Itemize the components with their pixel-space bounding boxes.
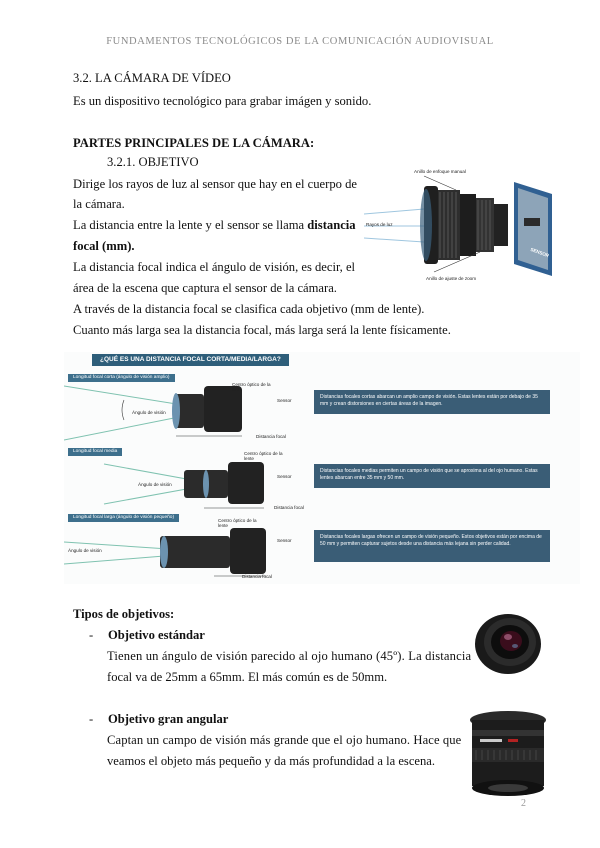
row-long-sensor-label: Sensor bbox=[277, 538, 292, 543]
parts-heading: PARTES PRINCIPALES DE LA CÁMARA: bbox=[73, 136, 315, 150]
row-short-sensor-label: Sensor bbox=[277, 398, 292, 403]
row-short-illustration bbox=[64, 382, 314, 442]
type2-title: Objetivo gran angular bbox=[108, 712, 229, 726]
label-zoom-ring: Anillo de ajuste de zoom bbox=[426, 276, 477, 281]
type2-line2: veamos el objeto más pequeño y da más profundidad a la escena. bbox=[107, 754, 436, 768]
row-medium-center-label: Centro óptico de la lente bbox=[244, 451, 283, 461]
type1-line2: focal va de 25mm a 65mm. El más común es de 50mm. bbox=[107, 670, 388, 684]
objetivo-subheading: 3.2.1. OBJETIVO bbox=[107, 155, 199, 169]
types-heading: Tipos de objetivos: bbox=[73, 607, 175, 621]
objetivo-p1-line1: Dirige los rayos de luz al sensor que hay en el cuerpo de bbox=[73, 177, 357, 191]
infographic-title: ¿QUÉ ES UNA DISTANCIA FOCAL CORTA/MEDIA/LARGA? bbox=[92, 354, 289, 366]
row-medium-label: Longitud focal media bbox=[68, 448, 122, 456]
row-medium-description: Distancias focales medias permiten un campo de visión que se aproxima al del ojo humano. Estas lentes abarcan entre 35 mm y 50 mm. bbox=[314, 464, 550, 488]
row-short-label: Longitud focal corta (ángulo de visión amplio) bbox=[68, 374, 175, 382]
row-medium-sensor-label: Sensor bbox=[277, 474, 292, 479]
row-short-angle-label: Ángulo de visión bbox=[132, 410, 166, 415]
wide-angle-lens-photo bbox=[466, 708, 550, 800]
section-intro: Es un dispositivo tecnológico para grabar imágen y sonido. bbox=[73, 94, 372, 108]
type2-bullet: - bbox=[89, 712, 94, 726]
objetivo-p2-line1 bbox=[73, 215, 356, 236]
row-long-description: Distancias focales largas ofrecen un campo de visión pequeño. Estos objetivos están por encima de 50 mm y permiten capturar sujetos desde una distancia más lejana sin perder calidad. bbox=[314, 530, 550, 562]
objetivo-p2-bold-a: distancia bbox=[307, 218, 356, 232]
label-focus-ring: Anillo de enfoque manual bbox=[414, 169, 466, 174]
objetivo-p5: Cuanto más larga sea la distancia focal, más larga será la lente físicamente. bbox=[73, 323, 451, 337]
type1-line1: Tienen un ángulo de visión parecido al ojo humano (45º). La distancia bbox=[107, 649, 472, 663]
focal-length-infographic bbox=[64, 352, 580, 584]
objetivo-p3-line2: área de la escena que captura el sensor de la cámara. bbox=[73, 281, 337, 295]
objetivo-p2-text: La distancia entre la lente y el sensor se llama bbox=[73, 218, 305, 232]
row-medium-illustration bbox=[64, 456, 314, 512]
objetivo-p4: A través de la distancia focal se clasifica cada objetivo (mm de lente). bbox=[73, 302, 425, 316]
standard-lens-photo bbox=[470, 610, 542, 674]
type2-line1: Captan un campo de visión más grande que el ojo humano. Hace que bbox=[107, 733, 462, 747]
label-light-rays: Rayos de luz bbox=[366, 222, 393, 227]
row-short-focal-label: Distancia focal bbox=[256, 434, 286, 439]
type1-title: Objetivo estándar bbox=[108, 628, 205, 642]
row-medium-focal-label: Distancia focal bbox=[274, 505, 304, 510]
lens-diagram bbox=[364, 164, 564, 284]
section-heading: 3.2. LA CÁMARA DE VÍDEO bbox=[73, 71, 231, 85]
row-long-focal-label: Distancia focal bbox=[242, 574, 272, 579]
row-medium-angle-label: Ángulo de visión bbox=[138, 482, 172, 487]
type1-bullet: - bbox=[89, 628, 94, 642]
row-long-angle-label: Ángulo de visión bbox=[68, 548, 102, 553]
label-sensor: SENSOR bbox=[529, 246, 550, 259]
row-short-center-label: Centro óptico de la lente bbox=[232, 382, 271, 392]
objetivo-p1-line2: la cámara. bbox=[73, 197, 125, 211]
page-number: 2 bbox=[521, 798, 526, 809]
objetivo-p3-line1: La distancia focal indica el ángulo de visión, es decir, el bbox=[73, 260, 356, 274]
row-long-center-label: Centro óptico de la lente bbox=[218, 518, 257, 528]
objetivo-p2-bold-b: focal (mm). bbox=[73, 239, 135, 253]
row-long-label: Longitud focal larga (ángulo de visión pequeño) bbox=[68, 514, 179, 522]
row-short-description: Distancias focales cortas abarcan un amplio campo de visión. Estas lentes están por debajo de 35 mm y crean distorsiones en ciertas áreas de la imagen. bbox=[314, 390, 550, 414]
document-header: FUNDAMENTOS TECNOLÓGICOS DE LA COMUNICACIÓN AUDIOVISUAL bbox=[106, 36, 494, 47]
